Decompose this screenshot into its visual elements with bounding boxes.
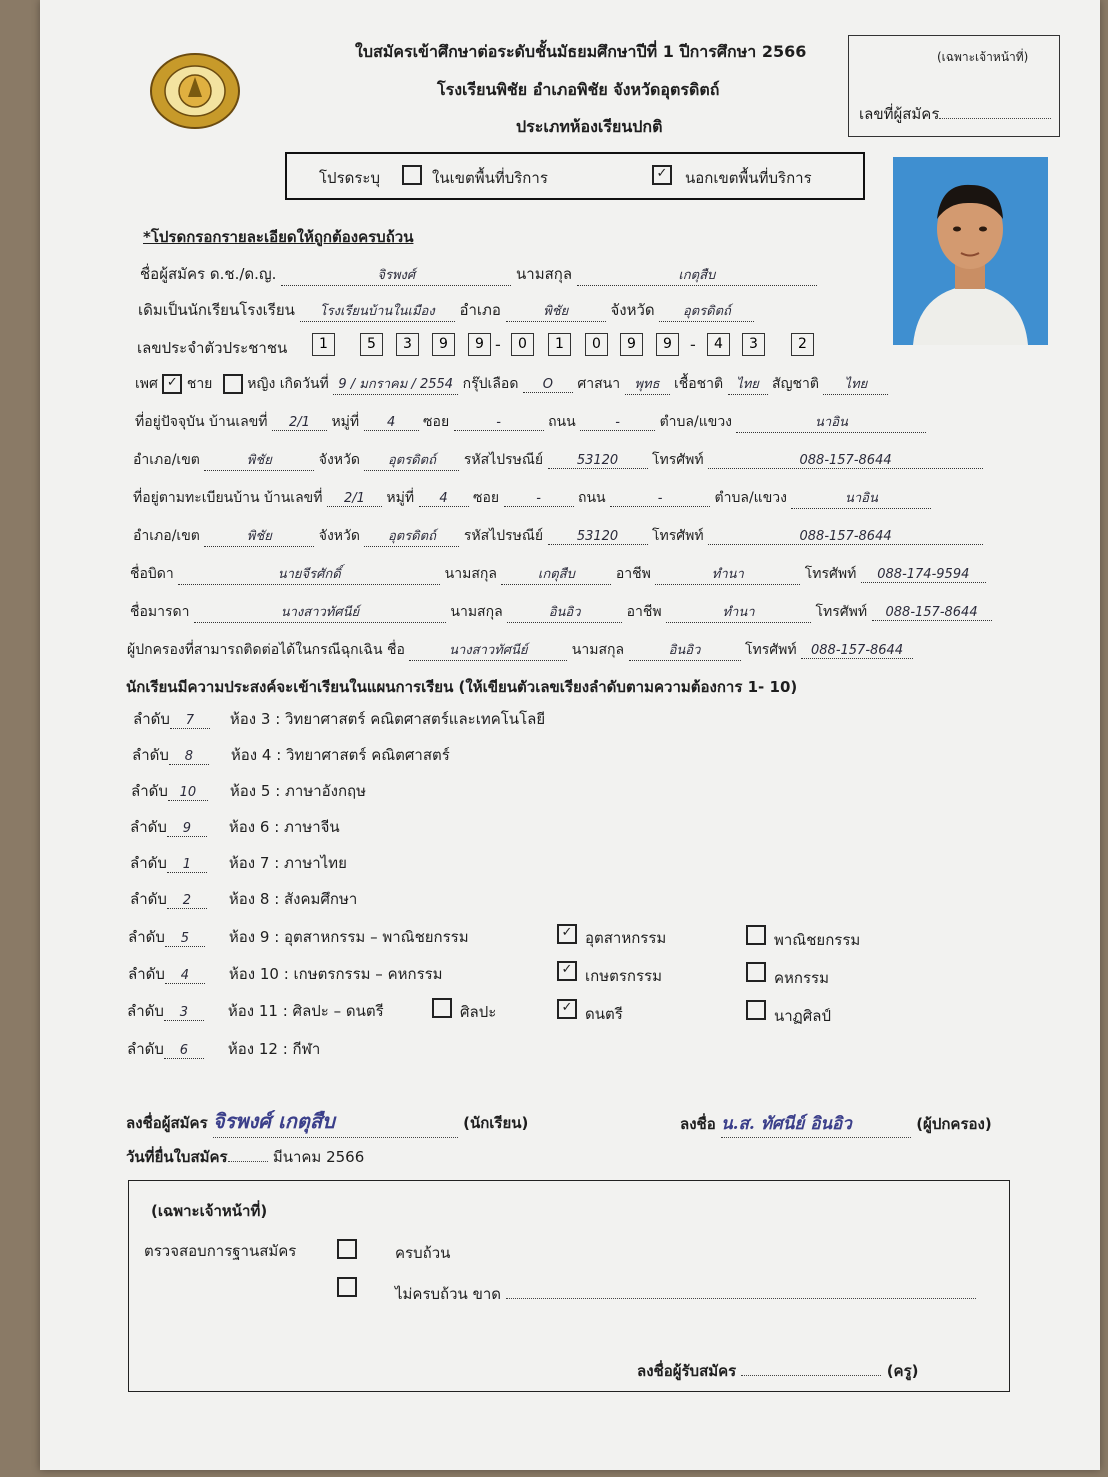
receiver-signature-label: ลงชื่อผู้รับสมัคร xyxy=(637,1362,737,1380)
receiver-role: (ครู) xyxy=(886,1362,919,1380)
current-road-field[interactable]: - xyxy=(580,415,655,431)
rank-label: ลำดับ xyxy=(131,782,168,800)
school-label: เดิมเป็นนักเรียนโรงเรียน xyxy=(138,301,295,319)
plan-row xyxy=(127,1037,320,1061)
area-type-box xyxy=(285,152,865,200)
id-digit[interactable]: 5 xyxy=(360,333,383,356)
registered-amphoe-label: อำเภอ/เขต xyxy=(133,528,200,544)
nationality-label: สัญชาติ xyxy=(772,376,819,392)
current-road-label: ถนน xyxy=(548,414,576,430)
plan-row xyxy=(132,743,450,767)
incomplete-row xyxy=(395,1282,976,1306)
plan-row xyxy=(133,707,545,731)
blood-label: กรุ๊ปเลือด xyxy=(462,376,519,392)
first-name-field[interactable]: จิรพงศ์ xyxy=(281,264,511,286)
current-province-field[interactable]: อุตรดิตถ์ xyxy=(364,449,459,471)
rank-field[interactable]: 6 xyxy=(164,1043,204,1059)
rank-field[interactable]: 2 xyxy=(167,893,207,909)
male-checkbox[interactable]: ✓ xyxy=(162,374,182,394)
id-digit[interactable]: 1 xyxy=(548,333,571,356)
registered-tambon-label: ตำบล/แขวง xyxy=(714,490,787,506)
current-moo-label: หมู่ที่ xyxy=(331,414,360,430)
rank-field[interactable]: 1 xyxy=(167,857,207,873)
id-digit[interactable]: 9 xyxy=(468,333,491,356)
guardian-label: ผู้ปกครองที่สามารถติดต่อได้ในกรณีฉุกเฉิน ชื่อ xyxy=(127,642,405,658)
applicant-signature-row xyxy=(126,1105,528,1138)
registered-soi-field[interactable]: - xyxy=(504,491,574,507)
room-type-line: ประเภทห้องเรียนปกติ xyxy=(516,117,663,136)
mother-last-label: นามสกุล xyxy=(450,604,503,620)
id-digit[interactable]: 1 xyxy=(312,333,335,356)
plan-row xyxy=(128,925,469,949)
school-province-field[interactable]: อุตรดิตถ์ xyxy=(659,300,754,322)
school-field[interactable]: โรงเรียนบ้านในเมือง xyxy=(300,300,455,322)
mother-name-field[interactable]: นางสาวทัศนีย์ xyxy=(194,601,446,623)
mother-job-field[interactable]: ทำนา xyxy=(666,601,811,623)
industry-checkbox[interactable]: ✓ xyxy=(557,924,577,944)
female-label: หญิง xyxy=(247,376,276,392)
plan-heading: นักเรียนมีความประสงค์จะเข้าเรียนในแผนการเรียน (ให้เขียนตัวเลขเรียงลำดับตามความต้องการ 1- 10) xyxy=(126,678,798,696)
rank-field[interactable]: 4 xyxy=(165,968,205,984)
complete-label: ครบถ้วน xyxy=(395,1244,451,1262)
blood-field[interactable]: O xyxy=(523,377,573,393)
current-house-field[interactable]: 2/1 xyxy=(272,415,327,431)
current-soi-label: ซอย xyxy=(423,414,450,430)
rank-field[interactable]: 5 xyxy=(165,931,205,947)
officer-section xyxy=(128,1180,1010,1392)
out-area-checkbox[interactable]: ✓ xyxy=(652,165,672,185)
room-label: ห้อง 7 : ภาษาไทย xyxy=(228,854,347,872)
current-amphoe-label: อำเภอ/เขต xyxy=(133,452,200,468)
current-tambon-label: ตำบล/แขวง xyxy=(659,414,733,430)
dob-label: เกิดวันที่ xyxy=(279,376,329,392)
form-title: ใบสมัครเข้าศึกษาต่อระดับชั้นมัธยมศึกษาปีที่ 1 ปีการศึกษา 2566 xyxy=(355,42,807,61)
school-district-label: อำเภอ xyxy=(459,301,501,319)
plan-row xyxy=(130,851,347,875)
commerce-checkbox[interactable] xyxy=(746,925,766,945)
applicant-role: (นักเรียน) xyxy=(463,1114,529,1132)
room-label: ห้อง 12 : กีฬา xyxy=(227,1040,321,1058)
last-name-field[interactable]: เกตุสืบ xyxy=(577,264,817,286)
registered-phone-field[interactable]: 088-157-8644 xyxy=(708,529,983,545)
id-digit[interactable]: 3 xyxy=(742,333,765,356)
applicant-signature[interactable]: จิรพงศ์ เกตุสืบ xyxy=(213,1105,458,1138)
in-area-label: ในเขตพื้นที่บริการ xyxy=(432,169,548,187)
incomplete-label: ไม่ครบถ้วน ขาด xyxy=(395,1285,501,1303)
registered-road-label: ถนน xyxy=(578,490,606,506)
parent-signature-label: ลงชื่อ xyxy=(680,1115,716,1133)
male-label: ชาย xyxy=(186,376,213,392)
room-label: ห้อง 10 : เกษตรกรรม – คหกรรม xyxy=(228,965,443,983)
id-digit[interactable]: 9 xyxy=(432,333,455,356)
registered-address-row-1 xyxy=(133,487,931,509)
father-job-field[interactable]: ทำนา xyxy=(655,563,800,585)
dob-field[interactable]: 9 / มกราคม / 2554 xyxy=(333,373,458,395)
name-row xyxy=(140,262,817,286)
room-label: ห้อง 3 : วิทยาศาสตร์ คณิตศาสตร์และเทคโนโลยี xyxy=(229,710,546,728)
id-digit[interactable]: 0 xyxy=(585,333,608,356)
rank-field[interactable]: 7 xyxy=(170,713,210,729)
agriculture-checkbox[interactable]: ✓ xyxy=(557,961,577,981)
guardian-last-label: นามสกุล xyxy=(571,642,625,658)
rank-field[interactable]: 9 xyxy=(167,821,207,837)
parent-role: (ผู้ปกครอง) xyxy=(916,1115,992,1133)
instruction-text: *โปรดกรอกรายละเอียดให้ถูกต้องครบถ้วน xyxy=(143,228,414,246)
mother-phone-field[interactable]: 088-157-8644 xyxy=(872,605,992,621)
out-area-label: นอกเขตพื้นที่บริการ xyxy=(685,169,812,187)
registered-moo-field[interactable]: 4 xyxy=(419,491,469,507)
music-checkbox[interactable]: ✓ xyxy=(557,999,577,1019)
plan-row xyxy=(131,779,366,803)
id-digit[interactable]: 0 xyxy=(511,333,534,356)
industry-label: อุตสาหกรรม xyxy=(585,929,667,947)
race-field[interactable]: ไทย xyxy=(728,373,768,395)
mother-phone-label: โทรศัพท์ xyxy=(815,604,868,620)
registered-tambon-field[interactable]: นาอิน xyxy=(791,487,931,509)
art-checkbox[interactable] xyxy=(432,998,452,1018)
current-address-row-1 xyxy=(135,411,926,433)
mother-last-field[interactable]: อินอิว xyxy=(507,601,622,623)
last-name-label: นามสกุล xyxy=(516,265,573,283)
id-separator: - xyxy=(495,335,501,354)
dance-label: นาฏศิลป์ xyxy=(774,1007,831,1025)
receiver-signature-row xyxy=(637,1359,919,1383)
current-zip-label: รหัสไปรษณีย์ xyxy=(463,452,544,468)
complete-checkbox[interactable] xyxy=(337,1239,357,1259)
room-label: ห้อง 11 : ศิลปะ – ดนตรี xyxy=(227,1002,384,1020)
guardian-row xyxy=(127,639,913,661)
father-last-field[interactable]: เกตุสืบ xyxy=(501,563,611,585)
receiver-signature-field[interactable] xyxy=(741,1375,881,1376)
home-economics-checkbox[interactable] xyxy=(746,962,766,982)
in-area-checkbox[interactable] xyxy=(402,165,422,185)
agriculture-label: เกษตรกรรม xyxy=(585,967,662,985)
incomplete-checkbox[interactable] xyxy=(337,1277,357,1297)
rank-label: ลำดับ xyxy=(130,890,167,908)
father-phone-label: โทรศัพท์ xyxy=(804,566,857,582)
registered-moo-label: หมู่ที่ xyxy=(386,490,415,506)
registered-province-label: จังหวัด xyxy=(318,528,360,544)
school-line: โรงเรียนพิชัย อำเภอพิชัย จังหวัดอุตรดิตถ์ xyxy=(437,80,720,99)
plan-row xyxy=(127,999,384,1023)
sex-label: เพศ xyxy=(135,376,158,392)
registered-road-field[interactable]: - xyxy=(610,491,710,507)
officer-applicant-box xyxy=(848,35,1060,137)
id-digit[interactable]: 3 xyxy=(396,333,419,356)
area-type-label: โปรดระบุ xyxy=(319,169,381,187)
registered-address-row-2 xyxy=(133,525,983,547)
applicant-no-label: เลขที่ผู้สมัคร xyxy=(859,102,1051,126)
mother-job-label: อาชีพ xyxy=(626,604,662,620)
rank-label: ลำดับ xyxy=(127,1040,164,1058)
guardian-phone-field[interactable]: 088-157-8644 xyxy=(801,643,913,659)
religion-label: ศาสนา xyxy=(577,376,621,392)
current-tambon-field[interactable]: นาอิน xyxy=(736,411,926,433)
current-address-label: ที่อยู่ปัจจุบัน บ้านเลขที่ xyxy=(135,414,268,430)
current-phone-label: โทรศัพท์ xyxy=(651,452,704,468)
rank-label: ลำดับ xyxy=(133,710,170,728)
father-phone-field[interactable]: 088-174-9594 xyxy=(861,567,986,583)
father-last-label: นามสกุล xyxy=(444,566,497,582)
guardian-phone-label: โทรศัพท์ xyxy=(744,642,797,658)
current-zip-field[interactable]: 53120 xyxy=(548,453,648,469)
room-label: ห้อง 9 : อุตสาหกรรม – พาณิชยกรรม xyxy=(228,928,469,946)
school-province-label: จังหวัด xyxy=(610,301,655,319)
current-moo-field[interactable]: 4 xyxy=(364,415,419,431)
room-label: ห้อง 4 : วิทยาศาสตร์ คณิตศาสตร์ xyxy=(230,746,450,764)
id-digit[interactable]: 2 xyxy=(791,333,814,356)
registered-house-field[interactable]: 2/1 xyxy=(327,491,382,507)
guardian-name-field[interactable]: นางสาวทัศนีย์ xyxy=(409,639,567,661)
rank-label: ลำดับ xyxy=(128,965,165,983)
rank-field[interactable]: 10 xyxy=(168,785,208,801)
registered-zip-field[interactable]: 53120 xyxy=(548,529,648,545)
plan-row xyxy=(130,887,357,911)
rank-label: ลำดับ xyxy=(130,818,167,836)
rank-label: ลำดับ xyxy=(130,854,167,872)
father-row xyxy=(130,563,986,585)
id-separator: - xyxy=(690,335,696,354)
current-phone-field[interactable]: 088-157-8644 xyxy=(708,453,983,469)
music-label: ดนตรี xyxy=(585,1005,623,1023)
nationality-field[interactable]: ไทย xyxy=(823,373,888,395)
current-amphoe-field[interactable]: พิชัย xyxy=(204,449,314,471)
current-province-label: จังหวัด xyxy=(318,452,360,468)
race-label: เชื้อชาติ xyxy=(673,376,724,392)
officer-section-title: (เฉพาะเจ้าหน้าที่) xyxy=(151,1202,268,1220)
rank-label: ลำดับ xyxy=(128,928,165,946)
parent-signature-row xyxy=(680,1110,992,1138)
plan-row xyxy=(130,815,340,839)
submit-date-month[interactable]: มีนาคม 2566 xyxy=(272,1148,365,1166)
document-check-label: ตรวจสอบการฐานสมัคร xyxy=(144,1242,297,1260)
id-digit[interactable]: 4 xyxy=(707,333,730,356)
registered-zip-label: รหัสไปรษณีย์ xyxy=(463,528,544,544)
registered-soi-label: ซอย xyxy=(472,490,500,506)
name-label: ชื่อผู้สมัคร ด.ช./ด.ญ. xyxy=(140,265,277,283)
dance-checkbox[interactable] xyxy=(746,1000,766,1020)
missing-items-field[interactable] xyxy=(506,1298,976,1299)
previous-school-row xyxy=(138,298,754,322)
father-label: ชื่อบิดา xyxy=(130,566,174,582)
female-checkbox[interactable] xyxy=(223,374,243,394)
submit-date-row xyxy=(126,1145,364,1169)
rank-label: ลำดับ xyxy=(127,1002,164,1020)
id-digit[interactable]: 9 xyxy=(620,333,643,356)
registered-province-field[interactable]: อุตรดิตถ์ xyxy=(364,525,459,547)
submit-date-label: วันที่ยื่นใบสมัคร xyxy=(126,1148,228,1166)
mother-label: ชื่อมารดา xyxy=(130,604,190,620)
school-district-field[interactable]: พิชัย xyxy=(506,300,606,322)
registered-phone-label: โทรศัพท์ xyxy=(651,528,704,544)
id-label: เลขประจำตัวประชาชน xyxy=(137,339,288,357)
officer-only-label: (เฉพาะเจ้าหน้าที่) xyxy=(937,50,1029,64)
guardian-last-field[interactable]: อินอิว xyxy=(629,639,741,661)
home-economics-label: คหกรรม xyxy=(774,969,830,987)
religion-field[interactable]: พุทธ xyxy=(625,373,670,395)
applicant-photo xyxy=(893,157,1048,345)
plan-row xyxy=(128,962,443,986)
rank-label: ลำดับ xyxy=(132,746,169,764)
current-soi-field[interactable]: - xyxy=(454,415,544,431)
rank-field[interactable]: 3 xyxy=(164,1005,204,1021)
room-label: ห้อง 8 : สังคมศึกษา xyxy=(228,890,358,908)
registered-amphoe-field[interactable]: พิชัย xyxy=(204,525,314,547)
mother-row xyxy=(130,601,992,623)
room-label: ห้อง 6 : ภาษาจีน xyxy=(228,818,340,836)
school-seal-icon xyxy=(150,52,240,130)
applicant-signature-label: ลงชื่อผู้สมัคร xyxy=(126,1114,208,1132)
id-digit[interactable]: 9 xyxy=(656,333,679,356)
current-address-row-2 xyxy=(133,449,983,471)
room-label: ห้อง 5 : ภาษาอังกฤษ xyxy=(229,782,367,800)
registered-address-label: ที่อยู่ตามทะเบียนบ้าน บ้านเลขที่ xyxy=(133,490,323,506)
father-job-label: อาชีพ xyxy=(615,566,651,582)
rank-field[interactable]: 8 xyxy=(169,749,209,765)
personal-row xyxy=(135,373,888,395)
art-label: ศิลปะ xyxy=(460,1003,497,1021)
commerce-label: พาณิชยกรรม xyxy=(774,931,861,949)
parent-signature[interactable]: น.ส. ทัศนีย์ อินอิว xyxy=(721,1110,911,1138)
father-name-field[interactable]: นายจีรศักดิ์ xyxy=(178,563,440,585)
